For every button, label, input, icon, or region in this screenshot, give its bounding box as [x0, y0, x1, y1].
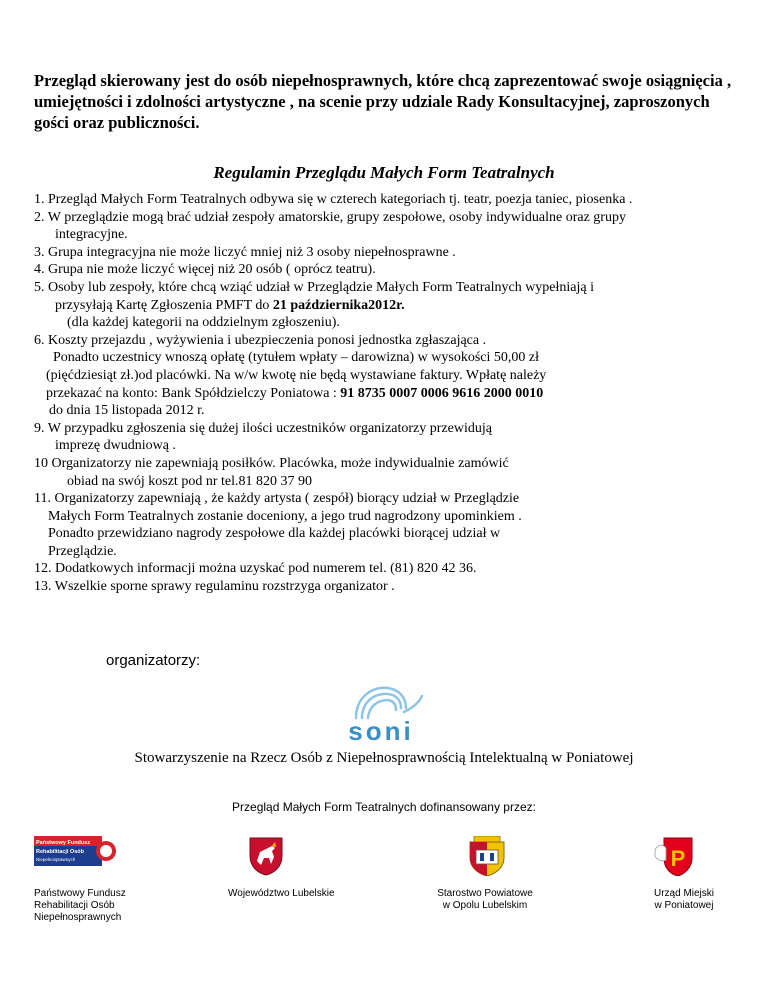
caption-line: w Opolu Lubelskim: [442, 900, 528, 911]
rule-line: do dnia 15 listopada 2012 r.: [49, 403, 205, 419]
rule-line: integracyjne.: [55, 227, 128, 243]
rule-line: 11. Organizatorzy zapewniają , że każdy artysta ( zespół) biorący udział w Przeglądzie: [34, 491, 520, 507]
rule-line: [34, 297, 754, 315]
intro-paragraph: Przegląd skierowany jest do osób niepełnosprawnych, które chcą zaprezentować swoje osiągnięcia , umiejętności i zdolności artystyczne , na scenie przy udziale Rady Konsultacyjnej, zaproszonych gości oraz publiczności.: [34, 71, 732, 132]
pfron-logo-line: Rehabilitacji Osób: [36, 849, 84, 855]
soni-logo: [326, 678, 436, 748]
bank-account-number: 91 8735 0007 0006 9616 2000 0010: [340, 385, 544, 401]
rule-line: Małych Form Teatralnych zostanie doceniony, a jego trud nagrodzony upominkiem .: [48, 508, 522, 524]
rule-line: 13. Wszelkie sporne sprawy regulaminu rozstrzyga organizator .: [34, 579, 395, 595]
opole-powiat-coat-of-arms-icon: [468, 836, 506, 876]
rule-line: 12. Dodatkowych informacji można uzyskać pod numerem tel. (81) 820 42 36.: [34, 561, 477, 577]
rule-line: 1. Przegląd Małych Form Teatralnych odbywa się w czterech kategoriach tj. teatr, poezja taniec, piosenka .: [34, 192, 633, 207]
sponsor-caption-starostwo: [420, 888, 550, 912]
caption-line: Rehabilitacji Osób: [34, 900, 115, 911]
caption-line: Województwo Lubelskie: [228, 888, 335, 899]
rule-line: Przeglądzie.: [48, 543, 117, 559]
rule-line: (dla każdej kategorii na oddzielnym zgłoszeniu).: [67, 315, 340, 331]
caption-line: w Poniatowej: [654, 900, 714, 911]
rule-line: imprezę dwudniową .: [55, 438, 176, 454]
rules-list: [34, 191, 754, 596]
deadline-date: 21 października2012r.: [272, 297, 405, 313]
rule-line: 5. Osoby lub zespoły, które chcą wziąć udział w Przeglądzie Małych Form Teatralnych wypełniają i: [34, 279, 594, 295]
rule-line: 4. Grupa nie może liczyć więcej niż 20 osób ( oprócz teatru).: [34, 262, 376, 278]
rule-line: (pięćdziesiąt zł.)od placówki. Na w/w kwotę nie będą wystawiane faktury. Wpłatę należy: [46, 367, 547, 383]
rule-line: Ponadto uczestnicy wnoszą opłatę (tytułem wpłaty – darowizna) w wysokości 50,00 zł: [53, 350, 539, 366]
caption-line: Urząd Miejski: [653, 888, 714, 899]
lubelskie-coat-of-arms-icon: [248, 836, 284, 876]
soni-logo-text: soni: [348, 716, 414, 746]
sponsor-caption-pfron: [34, 888, 126, 924]
organizer-name: Stowarzyszenie na Rzecz Osób z Niepełnosprawnością Intelektualną w Poniatowej: [134, 750, 634, 766]
rule-line: 3. Grupa integracyjna nie może liczyć mniej niż 3 osoby niepełnosprawne .: [34, 244, 456, 260]
pfron-logo-line: Niepełnosprawnych: [36, 857, 76, 862]
rule-line: 6. Koszty przejazdu , wyżywienia i ubezpieczenia ponosi jednostka zgłaszająca .: [34, 332, 487, 348]
sponsor-caption-lubelskie: [228, 888, 335, 900]
svg-text:P: P: [670, 846, 686, 871]
rule-line: 2. W przeglądzie mogą brać udział zespoły amatorskie, grupy zespołowe, osoby indywidualne oraz grupy: [34, 209, 626, 225]
rule-line: Ponadto przewidziano nagrody zespołowe dla każdej placówki biorącej udział w: [48, 526, 501, 542]
soni-hand-icon: [356, 688, 422, 718]
poniatowa-coat-of-arms-icon: [654, 836, 696, 876]
rule-text: przysyłają Kartę Zgłoszenia PMFT do: [55, 297, 273, 313]
funded-by-heading: Przegląd Małych Form Teatralnych dofinansowany przez:: [232, 800, 536, 814]
pfron-logo: [34, 833, 120, 869]
rule-line: [34, 385, 754, 403]
sponsor-caption-poniatowa: [634, 888, 734, 912]
organizers-label: organizatorzy:: [106, 652, 201, 669]
rule-text: przekazać na konto: Bank Spółdzielczy Poniatowa :: [46, 385, 341, 401]
caption-line: Starostwo Powiatowe: [437, 888, 533, 899]
rule-line: 10 Organizatorzy nie zapewniają posiłków. Placówka, może indywidualnie zamówić: [34, 455, 509, 471]
caption-line: Niepełnosprawnych: [34, 912, 122, 923]
caption-line: Państwowy Fundusz: [34, 888, 126, 899]
rule-line: 9. W przypadku zgłoszenia się dużej ilości uczestników organizatorzy przewidują: [34, 420, 492, 436]
pfron-logo-line: Państwowy Fundusz: [36, 840, 91, 846]
rule-line: obiad na swój koszt pod nr tel.81 820 37 90: [67, 473, 312, 489]
page-title: Regulamin Przeglądu Małych Form Teatralnych: [213, 163, 555, 182]
